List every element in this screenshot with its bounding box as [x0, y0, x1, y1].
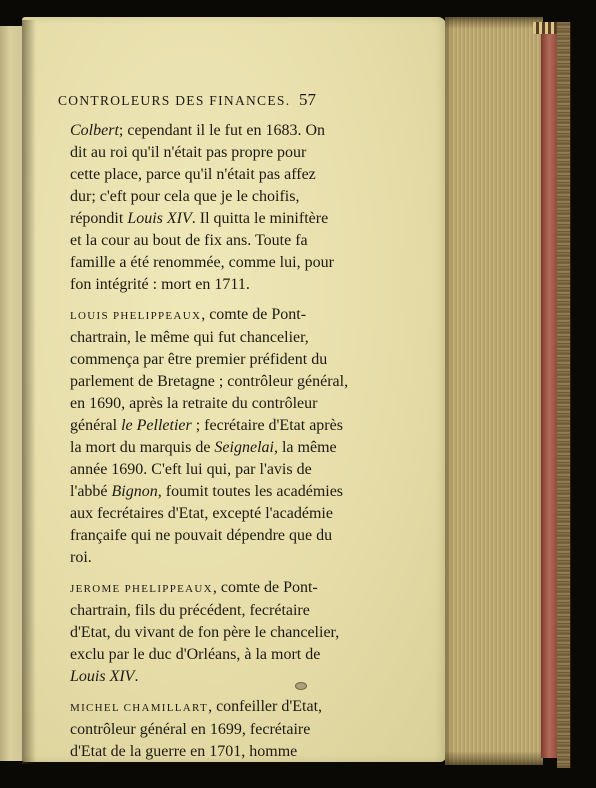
text-line: fon intégrité : mort en 1711. — [70, 276, 250, 293]
text-line — [70, 304, 366, 327]
text-line — [70, 437, 366, 459]
text-line: exclu par le duc d'Orléans, à la mort de — [70, 646, 321, 663]
person-name: le Pelletier — [121, 417, 192, 434]
text-line: et la cour au bout de fix ans. Toute fa — [70, 232, 308, 249]
text-line: d'Etat de la guerre en 1701, homme — [70, 743, 298, 760]
text-line: dit au roi qu'il n'était pas propre pour — [70, 144, 307, 161]
text-line: aux fecrétaires d'Etat, excepté l'académie — [70, 505, 333, 522]
text-line: famille a été renommée, comme lui, pour — [70, 254, 334, 271]
person-name: Seignelai — [214, 439, 274, 456]
text-line — [70, 415, 366, 437]
text-line — [70, 120, 366, 142]
text-run: la mort du marquis de — [70, 439, 215, 456]
page-number: 57 — [299, 90, 316, 109]
text-line: dur; c'eft pour cela que je le choifis, — [70, 188, 300, 205]
page-edge-bottom-shadow — [445, 752, 543, 765]
page-block-edge — [445, 17, 543, 765]
text-line: commença par être premier préfident du — [70, 351, 328, 368]
text-run: . Il quitta le miniftère — [191, 210, 329, 227]
text-run: général — [70, 417, 122, 434]
text-run: l'abbé — [70, 483, 112, 500]
text-run: , foumit toutes les académies — [157, 483, 344, 500]
page-edge-top-shadow — [445, 17, 543, 29]
book-page — [22, 17, 446, 762]
entry-louis-phelippeaux — [70, 304, 366, 569]
entry-michel-chamillart — [70, 696, 366, 763]
running-title: CONTROLEURS DES FINANCES. — [58, 93, 291, 108]
person-name: Colbert — [70, 122, 119, 139]
text-line: françaife qui ne pouvait dépendre que du — [70, 527, 333, 544]
entry-name: JEROME PHELIPPEAUX — [70, 583, 213, 595]
text-line: d'Etat, du vivant de fon père le chancelier, — [70, 624, 340, 641]
text-line: cette place, parce qu'il n'était pas affez — [70, 166, 316, 183]
text-run: , la même — [273, 439, 337, 456]
text-line — [70, 696, 366, 719]
text-line: roi. — [70, 549, 92, 566]
text-line — [70, 481, 366, 503]
text-line: parlement de Bretagne ; contrôleur général, — [70, 373, 349, 390]
cover-board — [557, 22, 571, 768]
text-run: répondit — [70, 210, 128, 227]
text-run: . — [134, 668, 139, 685]
text-line: en 1690, après la retraite du contrôleur — [70, 395, 318, 412]
text-line: chartrain, le même qui fut chancelier, — [70, 329, 309, 346]
text-line: chartrain, fils du précédent, fecrétaire — [70, 602, 310, 619]
entry-jerome-phelippeaux — [70, 577, 366, 688]
person-name: Louis XIV — [127, 210, 192, 227]
text-line — [70, 666, 366, 688]
page-text — [58, 89, 366, 771]
text-run: , comte de Pont- — [201, 306, 307, 323]
person-name: Bignon — [111, 483, 158, 500]
entry-name: MICHEL CHAMILLART — [70, 702, 209, 714]
running-head — [58, 89, 316, 112]
text-run: ; fecrétaire d'Etat après — [191, 417, 343, 434]
person-name: Louis XIV — [70, 668, 135, 685]
page-ornament — [295, 682, 307, 690]
text-run: , comte de Pont- — [212, 579, 318, 596]
text-line — [70, 208, 366, 230]
text-line — [70, 577, 366, 600]
text-line: contrôleur général en 1699, fecrétaire — [70, 721, 311, 738]
text-run: ; cependant il le fut en 1683. On — [118, 122, 326, 139]
text-line: année 1690. C'eft lui qui, par l'avis de — [70, 461, 312, 478]
gutter-shadow — [22, 20, 36, 764]
entry-name: LOUIS PHELIPPEAUX — [70, 310, 202, 322]
paragraph-colbert — [70, 120, 366, 296]
text-run: , confeiller d'Etat, — [208, 698, 323, 715]
